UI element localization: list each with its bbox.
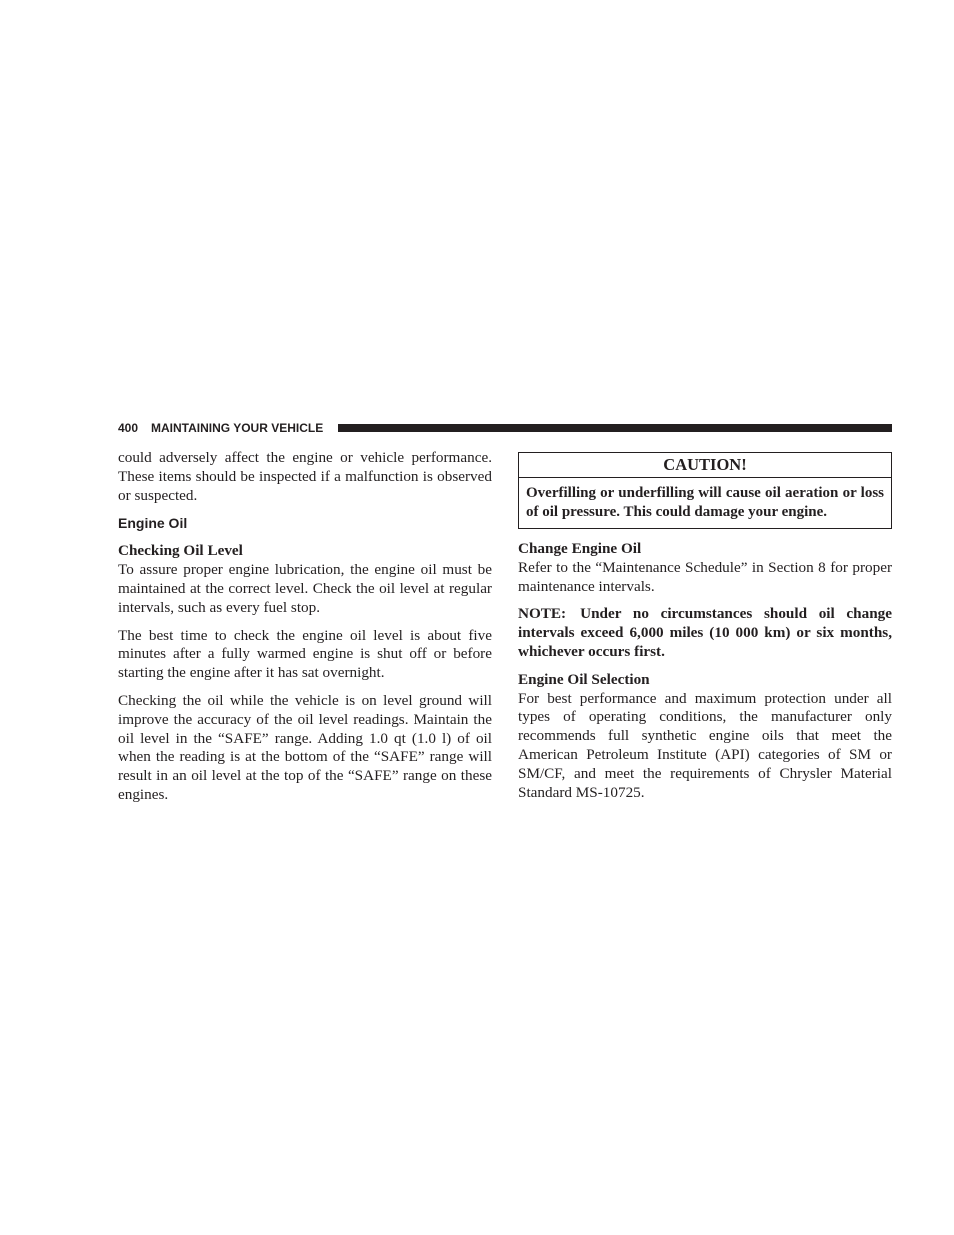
header-rule — [338, 424, 892, 432]
section-title: MAINTAINING YOUR VEHICLE — [151, 421, 324, 435]
note-text: Under no circumstances should oil change intervals exceed 6,000 miles (10 000 km) or six months, whichever occurs first. — [518, 605, 892, 660]
engine-oil-selection-text: For best performance and maximum protection under all types of operating conditions, the manufacturer only recommends full synthetic engine oils that meet the American Petroleum Institute (API) categories of SM or SM/CF, and meet the requirements of Chrysler Material Standard MS-10725. — [518, 689, 892, 801]
caution-title: CAUTION! — [519, 453, 891, 478]
right-column — [518, 449, 892, 802]
engine-oil-selection-heading: Engine Oil Selection — [518, 670, 650, 688]
note-label: NOTE: — [518, 605, 567, 623]
intro-paragraph: could adversely affect the engine or vehicle performance. These items should be inspected if a malfunction is observed or suspected. — [118, 449, 492, 504]
checking-paragraph-2: The best time to check the engine oil level is about five minutes after a fully warmed engine is shut off or before starting the engine after it has sat overnight. — [118, 626, 492, 682]
caution-text: Overfilling or underfilling will cause oil aeration or loss of oil pressure. This could damage your engine. — [526, 485, 884, 520]
checking-paragraph-1: To assure proper engine lubrication, the engine oil must be maintained at the correct level. Check the oil level at regular intervals, such as every fuel stop. — [118, 561, 492, 616]
page-header — [118, 419, 892, 437]
change-engine-oil-heading: Change Engine Oil — [518, 540, 642, 557]
page-number: 400 — [118, 421, 139, 435]
engine-oil-heading: Engine Oil — [118, 515, 188, 532]
change-engine-oil-text: Refer to the “Maintenance Schedule” in Section 8 for proper maintenance intervals. — [518, 558, 892, 595]
note-paragraph — [518, 605, 892, 661]
caution-box — [518, 452, 892, 529]
checking-oil-level-heading: Checking Oil Level — [118, 542, 243, 560]
checking-paragraph-3: Checking the oil while the vehicle is on level ground will improve the accuracy of the oil level readings. Maintain the oil level in the “SAFE” range. Adding 1.0 qt (1.0 l) of oil when the reading is at the bottom of the “SAFE” range will result in an oil level at the top of the “SAFE” range on these engines. — [118, 691, 492, 803]
left-column — [118, 449, 492, 805]
